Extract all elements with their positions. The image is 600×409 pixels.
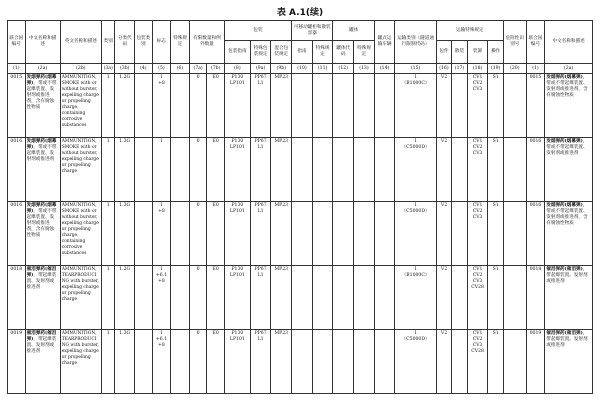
table-row — [8, 74, 593, 138]
column-number: (1) — [526, 64, 545, 74]
th-tank-code: 罐体代码 — [333, 41, 354, 64]
pt-special-cell — [312, 138, 333, 202]
st-packages-cell: V2 — [436, 330, 452, 394]
column-number: (20) — [503, 64, 526, 74]
packing-instructions-cell: P130 LP101 — [224, 202, 250, 266]
limited-quantity-cell: 0 — [189, 74, 207, 138]
pt-instructions-cell — [292, 138, 313, 202]
cn-name-bold: 发烟弹药(烟幕弹) — [546, 74, 583, 80]
tank-code-cell — [333, 266, 354, 330]
class-cell: 1 — [102, 330, 115, 394]
pt-instructions-cell — [292, 266, 313, 330]
special-packing-cell: PP67 L1 — [250, 202, 271, 266]
tank-code-cell — [333, 202, 354, 266]
cn-name-right-cell — [545, 266, 593, 330]
labels-cell: 1 — [152, 138, 171, 202]
pt-special-cell — [312, 202, 333, 266]
th-un-number: 联合国编号 — [8, 21, 26, 64]
pt-instructions-cell — [292, 74, 313, 138]
column-number: (12) — [333, 64, 354, 74]
column-number: (9a) — [250, 64, 271, 74]
th-packing-group: 包装类别 — [135, 21, 153, 64]
transport-category-cell: 1 （C5000D） — [395, 330, 436, 394]
tank-code-cell — [333, 74, 354, 138]
vehicle-cell — [374, 202, 395, 266]
th-transport-category: 运输类别（隧道通行限制代码） — [395, 21, 436, 64]
classification-code-cell: 1.2G — [115, 74, 135, 138]
tank-special-cell — [354, 202, 375, 266]
en-name-cell: AMMUNITION, TEARPRODUCING with burster, expelling charge or propelling charge — [60, 266, 101, 330]
th-vehicle: 罐式运输车辆 — [374, 21, 395, 64]
special-provisions-cell — [171, 74, 190, 138]
th-en-name: 英文名称和描述 — [60, 21, 101, 64]
th-special-packing: 特殊包装规定 — [250, 41, 271, 64]
classification-code-cell: 1.3G — [115, 202, 135, 266]
th-portable-tanks: 可移动罐柜和散装容器 — [292, 21, 333, 41]
column-number: (9b) — [271, 64, 292, 74]
hazard-id-cell — [503, 330, 526, 394]
st-loading-cell: CV1 CV2 CV3 — [467, 74, 488, 138]
column-number: (6) — [171, 64, 190, 74]
th-packaging: 包装 — [224, 21, 291, 41]
un-number-cell: 0019 — [8, 330, 26, 394]
cn-name-description: ，带或不带起爆装置、发射剂或推进剂 — [546, 138, 588, 156]
column-number: (1) — [8, 64, 26, 74]
th-st-bulk: 散装 — [452, 41, 468, 64]
th-tank-special: 特殊规定 — [354, 41, 375, 64]
class-cell: 1 — [102, 202, 115, 266]
un-number-right-cell: 0019 — [526, 330, 545, 394]
column-number: (2b) — [60, 64, 101, 74]
th-mixed-packing: 混合包装规定 — [271, 41, 292, 64]
st-loading-cell: CV1 CV2 CV3 CV28 — [467, 330, 488, 394]
st-loading-cell: CV1 CV2 CV3 — [467, 202, 488, 266]
th-limited-quantities: 有限数量和例外数量 — [189, 21, 224, 64]
tank-special-cell — [354, 74, 375, 138]
hazard-id-cell — [503, 266, 526, 330]
th-tank: 罐体 — [333, 21, 374, 41]
th-labels: 标志 — [152, 21, 171, 64]
packing-group-cell — [135, 138, 153, 202]
un-number-right-cell: 0016 — [526, 138, 545, 202]
packing-group-cell — [135, 74, 153, 138]
cn-name-right-cell — [545, 202, 593, 266]
classification-code-cell: 1.3G — [115, 330, 135, 394]
en-name-cell: AMMUNITION, SMOKE with or without burster, expelling charge or propelling charge — [60, 138, 101, 202]
excepted-quantity-cell: E0 — [207, 330, 225, 394]
table-row — [8, 138, 593, 202]
excepted-quantity-cell: E0 — [207, 202, 225, 266]
special-packing-cell: PP67 L1 — [250, 138, 271, 202]
st-operation-cell: S1 — [488, 330, 504, 394]
st-packages-cell: V2 — [436, 74, 452, 138]
un-number-cell: 0016 — [8, 202, 26, 266]
cn-name-cell — [25, 74, 60, 138]
st-bulk-cell — [452, 138, 468, 202]
packing-group-cell — [135, 202, 153, 266]
cn-name-cell — [25, 266, 60, 330]
column-number: (13) — [354, 64, 375, 74]
en-name-cell: AMMUNITION, SMOKE with or without burster, expelling charge or propelling charge, containing corrosive substances — [60, 202, 101, 266]
un-number-right-cell: 0015 — [526, 74, 545, 138]
en-name-cell: AMMUNITION, SMOKE with or without burster, expelling charge or propelling charge, containing corrosive substances — [60, 74, 101, 138]
cn-name-right-cell — [545, 138, 593, 202]
cn-name-description: ，带或不带起爆装置、发射剂或推进剂，含有腐蚀性物质 — [26, 80, 57, 110]
column-number-row — [8, 64, 593, 74]
table-body — [8, 74, 593, 394]
cn-name-bold: 发烟弹药(烟幕弹) — [546, 138, 583, 144]
mixed-packing-cell: MP23 — [271, 330, 292, 394]
tank-special-cell — [354, 330, 375, 394]
st-bulk-cell — [452, 74, 468, 138]
tank-special-cell — [354, 266, 375, 330]
packing-instructions-cell: P130 LP101 — [224, 138, 250, 202]
st-bulk-cell — [452, 266, 468, 330]
classification-code-cell: 1.3G — [115, 138, 135, 202]
packing-group-cell — [135, 266, 153, 330]
special-provisions-cell — [171, 266, 190, 330]
pt-special-cell — [312, 330, 333, 394]
packing-instructions-cell: P130 LP101 — [224, 266, 250, 330]
labels-cell: 1 +6.1 +8 — [152, 330, 171, 394]
st-bulk-cell — [452, 202, 468, 266]
cn-name-description: ，带或不带起爆装置、发射剂或推进剂，含有腐蚀性物质 — [546, 202, 588, 226]
vehicle-cell — [374, 138, 395, 202]
cn-name-cell — [25, 202, 60, 266]
column-number: (3a) — [102, 64, 115, 74]
labels-cell: 1 +6.1 +8 — [152, 266, 171, 330]
th-pt-instructions: 指南 — [292, 41, 313, 64]
cn-name-bold: 催泪弹药(催泪弹) — [546, 330, 583, 336]
cn-name-bold: 发烟弹药(烟幕弹) — [26, 138, 57, 150]
class-cell: 1 — [102, 74, 115, 138]
cn-name-cell — [25, 138, 60, 202]
en-name-cell: AMMUNITION, TEARPRODUCING with burster, expelling charge or propelling charge — [60, 330, 101, 394]
column-number: (7b) — [207, 64, 225, 74]
cn-name-cell — [25, 330, 60, 394]
dangerous-goods-table — [7, 20, 593, 394]
st-operation-cell: S1 — [488, 74, 504, 138]
cn-name-description: ，带或不带起爆装置、发射剂或推进剂，含有腐蚀性物质 — [26, 208, 57, 238]
cn-name-bold: 催泪弹药(催泪弹) — [26, 330, 57, 342]
column-number: (2a) — [25, 64, 60, 74]
st-packages-cell: V2 — [436, 202, 452, 266]
cn-name-description: ，带或不带起爆装置、发射剂或推进剂 — [26, 144, 57, 162]
packing-instructions-cell: P130 LP101 — [224, 74, 250, 138]
excepted-quantity-cell: E0 — [207, 266, 225, 330]
un-number-right-cell: 0016 — [526, 202, 545, 266]
th-cn-name: 中文名称和描述 — [25, 21, 60, 64]
cn-name-bold: 发烟弹药(烟幕弹) — [546, 202, 583, 208]
th-st-packages: 包件 — [436, 41, 452, 64]
un-number-cell: 0016 — [8, 138, 26, 202]
special-packing-cell: PP67 L1 — [250, 330, 271, 394]
column-number: (10) — [292, 64, 313, 74]
cn-name-description: ，带起爆装置、发射剂或推进剂 — [26, 272, 57, 290]
cn-name-description: ，带或不带起爆装置、发射剂或推进剂，含有腐蚀性物质 — [546, 74, 588, 98]
limited-quantity-cell: 0 — [189, 138, 207, 202]
st-loading-cell: CV1 CV2 CV3 CV28 — [467, 266, 488, 330]
vehicle-cell — [374, 266, 395, 330]
th-packing-instructions: 包装指南 — [224, 41, 250, 64]
cn-name-description: ，带起爆装置、发射剂或推进剂 — [546, 330, 588, 348]
tank-special-cell — [354, 138, 375, 202]
un-number-cell: 0018 — [8, 266, 26, 330]
column-number: (5) — [152, 64, 171, 74]
special-provisions-cell — [171, 138, 190, 202]
st-packages-cell: V2 — [436, 266, 452, 330]
excepted-quantity-cell: E0 — [207, 138, 225, 202]
limited-quantity-cell: 0 — [189, 202, 207, 266]
st-operation-cell: S1 — [488, 138, 504, 202]
th-special-provisions: 特殊规定 — [171, 21, 190, 64]
column-number: (15) — [395, 64, 436, 74]
special-packing-cell: PP67 L1 — [250, 74, 271, 138]
tank-code-cell — [333, 330, 354, 394]
excepted-quantity-cell: E0 — [207, 74, 225, 138]
st-operation-cell: S1 — [488, 266, 504, 330]
labels-cell: 1 +8 — [152, 202, 171, 266]
pt-instructions-cell — [292, 202, 313, 266]
class-cell: 1 — [102, 266, 115, 330]
cn-name-bold: 发烟弹药(烟幕弹) — [26, 202, 57, 214]
table-title: 表 A.1(续) — [276, 8, 324, 18]
th-pt-special: 特殊规定 — [312, 41, 333, 64]
th-classification-code: 分类代码 — [115, 21, 135, 64]
labels-cell: 1 +8 — [152, 74, 171, 138]
cn-name-right-cell — [545, 330, 593, 394]
class-cell: 1 — [102, 138, 115, 202]
column-number: (4) — [135, 64, 153, 74]
tank-code-cell — [333, 138, 354, 202]
th-class: 类别 — [102, 21, 115, 64]
packing-group-cell — [135, 330, 153, 394]
th-st-loading: 装卸 — [467, 41, 488, 64]
st-packages-cell: V2 — [436, 138, 452, 202]
header-row-1 — [8, 21, 593, 41]
mixed-packing-cell: MP23 — [271, 202, 292, 266]
column-number: (11) — [312, 64, 333, 74]
un-number-cell: 0015 — [8, 74, 26, 138]
pt-special-cell — [312, 74, 333, 138]
un-number-right-cell: 0018 — [526, 266, 545, 330]
transport-category-cell: 1 （C5000D） — [395, 138, 436, 202]
transport-category-cell: 1 （B1000C） — [395, 266, 436, 330]
hazard-id-cell — [503, 202, 526, 266]
mixed-packing-cell: MP23 — [271, 138, 292, 202]
limited-quantity-cell: 0 — [189, 266, 207, 330]
st-operation-cell: S1 — [488, 202, 504, 266]
cn-name-right-cell — [545, 74, 593, 138]
packing-instructions-cell: P130 LP101 — [224, 330, 250, 394]
mixed-packing-cell: MP23 — [271, 266, 292, 330]
column-number: (16) — [436, 64, 452, 74]
hazard-id-cell — [503, 74, 526, 138]
mixed-packing-cell: MP23 — [271, 74, 292, 138]
cn-name-bold: 发烟弹药(烟幕弹) — [26, 74, 57, 86]
column-number: (8) — [224, 64, 250, 74]
special-provisions-cell — [171, 202, 190, 266]
cn-name-bold: 催泪弹药(催泪弹) — [26, 266, 57, 278]
pt-special-cell — [312, 266, 333, 330]
st-loading-cell: CV1 CV2 CV3 — [467, 138, 488, 202]
column-number: (2a) — [545, 64, 593, 74]
pt-instructions-cell — [292, 330, 313, 394]
th-special-transport: 运输特殊规定 — [436, 21, 503, 41]
hazard-id-cell — [503, 138, 526, 202]
column-number: (17) — [452, 64, 468, 74]
limited-quantity-cell: 0 — [189, 330, 207, 394]
th-st-operation: 操作 — [488, 41, 504, 64]
table-row — [8, 266, 593, 330]
cn-name-description: ，带起爆装置、发射剂或推进剂 — [26, 336, 57, 354]
th-cn-name-right: 中文名称和描述 — [545, 21, 593, 64]
special-packing-cell: PP67 L1 — [250, 266, 271, 330]
classification-code-cell: 1.2G — [115, 266, 135, 330]
column-number: (18) — [467, 64, 488, 74]
column-number: (7a) — [189, 64, 207, 74]
th-un-number-right: 联合国编号 — [526, 21, 545, 64]
vehicle-cell — [374, 74, 395, 138]
column-number: (19) — [488, 64, 504, 74]
transport-category-cell: 1 （B1000C） — [395, 74, 436, 138]
table-row — [8, 202, 593, 266]
st-bulk-cell — [452, 330, 468, 394]
special-provisions-cell — [171, 330, 190, 394]
column-number: (3b) — [115, 64, 135, 74]
table-row — [8, 330, 593, 394]
vehicle-cell — [374, 330, 395, 394]
th-hazard-id: 危险性识别号 — [503, 21, 526, 64]
cn-name-description: ，带起爆装置、发射剂或推进剂 — [546, 266, 588, 284]
cn-name-bold: 催泪弹药(催泪弹) — [546, 266, 583, 272]
transport-category-cell: 1 （C5000D） — [395, 202, 436, 266]
column-number: (14) — [374, 64, 395, 74]
